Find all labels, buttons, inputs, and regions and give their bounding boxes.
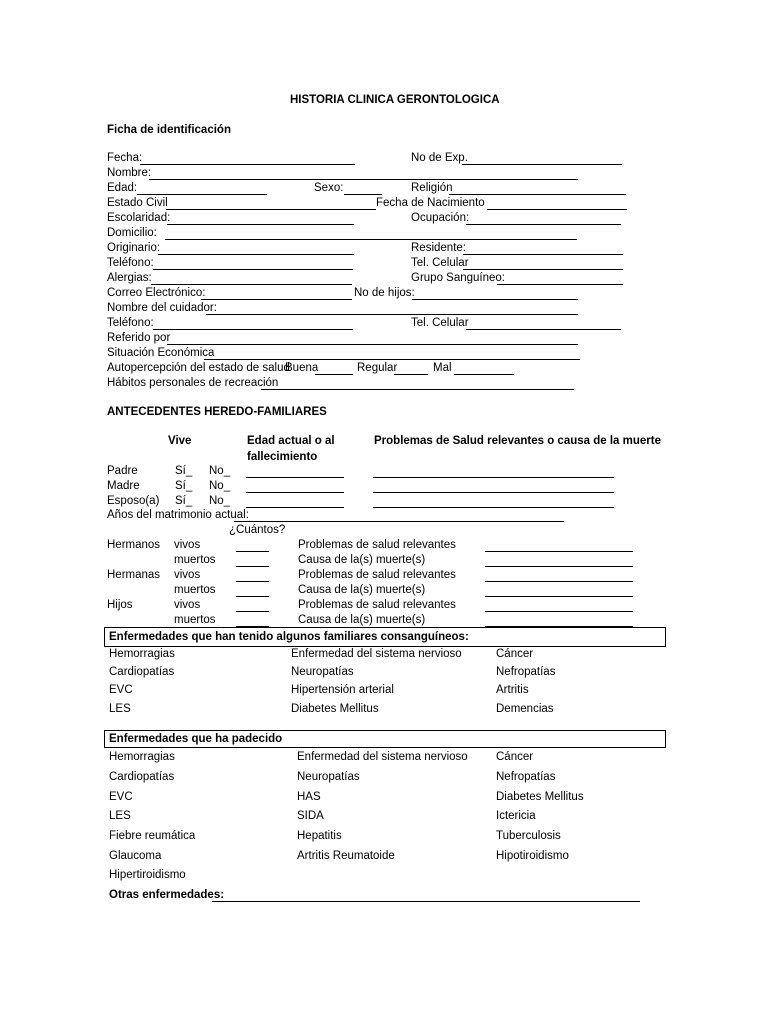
hermanas-vivos-label: vivos [174, 569, 201, 581]
familiar-disease: Neuropatías [291, 666, 354, 678]
familiar-disease: Hemorragias [109, 648, 175, 660]
hermanas-causa-label: Causa de la(s) muerte(s) [298, 584, 426, 596]
heredo-heading: ANTECEDENTES HEREDO-FAMILIARES [107, 406, 327, 418]
hijos-muertos-label: muertos [174, 614, 216, 626]
hermanas-muertos-label: muertos [174, 584, 216, 596]
cuidador-field[interactable] [206, 314, 578, 315]
edad-label: Edad: [107, 182, 138, 194]
regular-field[interactable] [394, 374, 428, 375]
no-hijos-label: No de hijos: [354, 287, 415, 299]
hijos-label: Hijos [107, 599, 133, 611]
no-exp-label: No de Exp. [411, 152, 468, 164]
fecha-nac-field[interactable] [487, 209, 627, 210]
familiar-disease: Enfermedad del sistema nervioso [291, 648, 462, 660]
padre-no[interactable]: No_ [209, 465, 231, 477]
familiares-heading: Enfermedades que han tenido algunos familiares consanguíneos: [109, 631, 469, 643]
esposo-label: Esposo(a) [107, 495, 160, 507]
hijos-causa-label: Causa de la(s) muerte(s) [298, 614, 426, 626]
familiar-disease: LES [109, 703, 131, 715]
padre-si[interactable]: Sí_ [175, 465, 193, 477]
padre-problemas-field[interactable] [373, 477, 614, 478]
grupo-sanguineo-label: Grupo Sanguíneo: [411, 272, 505, 284]
correo-field[interactable] [201, 299, 352, 300]
hermanas-muertos-field[interactable] [236, 596, 269, 597]
fecha-nac-label: Fecha de Nacimiento [376, 197, 485, 209]
hermanas-causa-field[interactable] [485, 596, 633, 597]
originario-label: Originario: [107, 242, 161, 254]
padecido-disease: Ictericia [496, 810, 536, 822]
referido-label: Referido por [107, 332, 171, 344]
esposo-no[interactable]: No_ [209, 495, 231, 507]
hermanas-label: Hermanas [107, 569, 161, 581]
hijos-vivos-label: vivos [174, 599, 201, 611]
padecido-disease: LES [109, 810, 131, 822]
esposo-problemas-field[interactable] [373, 507, 614, 508]
padecido-disease: SIDA [297, 810, 324, 822]
hermanos-causa-label: Causa de la(s) muerte(s) [298, 554, 426, 566]
familiar-disease: Cardiopatías [109, 666, 175, 678]
no-hijos-field[interactable] [412, 299, 578, 300]
hermanos-label: Hermanos [107, 539, 161, 551]
hermanos-vivos-field[interactable] [236, 551, 269, 552]
estado-civil-field[interactable] [166, 209, 376, 210]
anios-matrimonio-label: Años del matrimonio actual: [107, 509, 249, 521]
hermanas-vivos-field[interactable] [236, 581, 269, 582]
padecido-disease: HAS [297, 791, 321, 803]
ocupacion-label: Ocupación: [411, 212, 470, 224]
familiar-disease: Hipertensión arterial [291, 684, 394, 696]
madre-si[interactable]: Sí_ [175, 480, 193, 492]
hijos-vivos-field[interactable] [236, 611, 269, 612]
religion-field[interactable] [449, 194, 626, 195]
col-edad-line1: Edad actual o al [247, 435, 335, 447]
madre-no[interactable]: No_ [209, 480, 231, 492]
hermanos-vivos-label: vivos [174, 539, 201, 551]
cuidador-label: Nombre del cuidador: [107, 302, 217, 314]
hermanos-problemas-label: Problemas de salud relevantes [298, 539, 456, 551]
hermanos-causa-field[interactable] [485, 566, 633, 567]
telefono2-field[interactable] [153, 329, 353, 330]
domicilio-field[interactable] [165, 239, 577, 240]
padecido-disease: Fiebre reumática [109, 830, 196, 842]
hermanos-muertos-label: muertos [174, 554, 216, 566]
padecido-disease: Hipotiroidismo [496, 850, 569, 862]
padecido-disease: Enfermedad del sistema nervioso [297, 751, 468, 763]
madre-label: Madre [107, 480, 140, 492]
esposo-si[interactable]: Sí_ [175, 495, 193, 507]
tel-celular-label: Tel. Celular [411, 257, 469, 269]
buena-field[interactable] [315, 374, 353, 375]
familiar-disease: Artritis [496, 684, 529, 696]
madre-problemas-field[interactable] [373, 492, 614, 493]
nombre-label: Nombre: [107, 167, 152, 179]
situacion-label: Situación Económica [107, 347, 215, 359]
telefono-label: Teléfono: [107, 257, 154, 269]
escolaridad-label: Escolaridad: [107, 212, 171, 224]
familiar-disease: Demencias [496, 703, 554, 715]
autopercepcion-label: Autopercepción del estado de salud [107, 362, 290, 374]
alergias-field[interactable] [151, 284, 352, 285]
estado-civil-label: Estado Civil [107, 197, 168, 209]
padecido-disease: Hemorragias [109, 751, 175, 763]
domicilio-label: Domicilio: [107, 227, 157, 239]
madre-edad-field[interactable] [246, 492, 344, 493]
page-title: HISTORIA CLINICA GERONTOLOGICA [290, 94, 500, 106]
nombre-field[interactable] [149, 179, 578, 180]
hijos-problemas-label: Problemas de salud relevantes [298, 599, 456, 611]
col-edad-line2: fallecimiento [247, 451, 318, 463]
padre-edad-field[interactable] [246, 477, 344, 478]
referido-field[interactable] [167, 344, 578, 345]
familiar-disease: EVC [109, 684, 133, 696]
tel-celular2-field[interactable] [466, 329, 621, 330]
padecido-disease: Hepatitis [297, 830, 342, 842]
habitos-label: Hábitos personales de recreación [107, 377, 279, 389]
padecido-disease: Cáncer [496, 751, 534, 763]
hijos-problemas-field[interactable] [485, 611, 633, 612]
edad-field[interactable] [137, 194, 267, 195]
buena-label: Buena [285, 362, 319, 374]
telefono2-label: Teléfono: [107, 317, 154, 329]
hermanos-problemas-field[interactable] [485, 551, 633, 552]
hermanos-muertos-field[interactable] [236, 566, 269, 567]
tel-celular2-label: Tel. Celular [411, 317, 469, 329]
padecido-disease: Artritis Reumatoide [297, 850, 395, 862]
padecido-disease: Glaucoma [109, 850, 162, 862]
anios-matrimonio-field[interactable] [234, 521, 564, 522]
padre-label: Padre [107, 465, 138, 477]
telefono-field[interactable] [153, 269, 353, 270]
padecido-disease: Nefropatías [496, 771, 556, 783]
no-exp-field[interactable] [462, 164, 622, 165]
padecido-disease: Neuropatías [297, 771, 360, 783]
sexo-field[interactable] [344, 194, 382, 195]
mal-field[interactable] [454, 374, 514, 375]
familiar-disease: Diabetes Mellitus [291, 703, 379, 715]
fecha-label: Fecha: [107, 152, 143, 164]
correo-label: Correo Electrónico: [107, 287, 206, 299]
situacion-field[interactable] [204, 359, 580, 360]
mal-label: Mal [433, 362, 452, 374]
regular-label: Regular [357, 362, 398, 374]
habitos-field[interactable] [261, 389, 574, 390]
otras-enfermedades-field[interactable] [212, 901, 640, 902]
grupo-sanguineo-field[interactable] [497, 284, 623, 285]
padecido-disease: Tuberculosis [496, 830, 561, 842]
esposo-edad-field[interactable] [246, 507, 344, 508]
escolaridad-field[interactable] [167, 224, 354, 225]
fecha-field[interactable] [140, 164, 355, 165]
padecido-disease: EVC [109, 791, 133, 803]
ficha-heading: Ficha de identificación [107, 124, 231, 136]
cuantos-label: ¿Cuántos? [229, 524, 286, 536]
religion-label: Religión [411, 182, 453, 194]
residente-field[interactable] [463, 254, 623, 255]
hermanas-problemas-label: Problemas de salud relevantes [298, 569, 456, 581]
familiar-disease: Nefropatías [496, 666, 556, 678]
padecido-disease: Cardiopatías [109, 771, 175, 783]
originario-field[interactable] [158, 254, 354, 255]
residente-label: Residente: [411, 242, 466, 254]
hermanas-problemas-field[interactable] [485, 581, 633, 582]
col-vive: Vive [168, 435, 192, 447]
sexo-label: Sexo: [314, 182, 344, 194]
padecido-heading: Enfermedades que ha padecido [109, 733, 283, 745]
padecido-disease: Diabetes Mellitus [496, 791, 584, 803]
col-problemas: Problemas de Salud relevantes o causa de la muerte [374, 435, 661, 447]
otras-enfermedades-label: Otras enfermedades: [109, 889, 225, 901]
tel-celular-field[interactable] [463, 269, 623, 270]
ocupacion-field[interactable] [466, 224, 621, 225]
familiar-disease: Cáncer [496, 648, 534, 660]
alergias-label: Alergias: [107, 272, 152, 284]
padecido-disease: Hipertiroidismo [109, 869, 186, 881]
